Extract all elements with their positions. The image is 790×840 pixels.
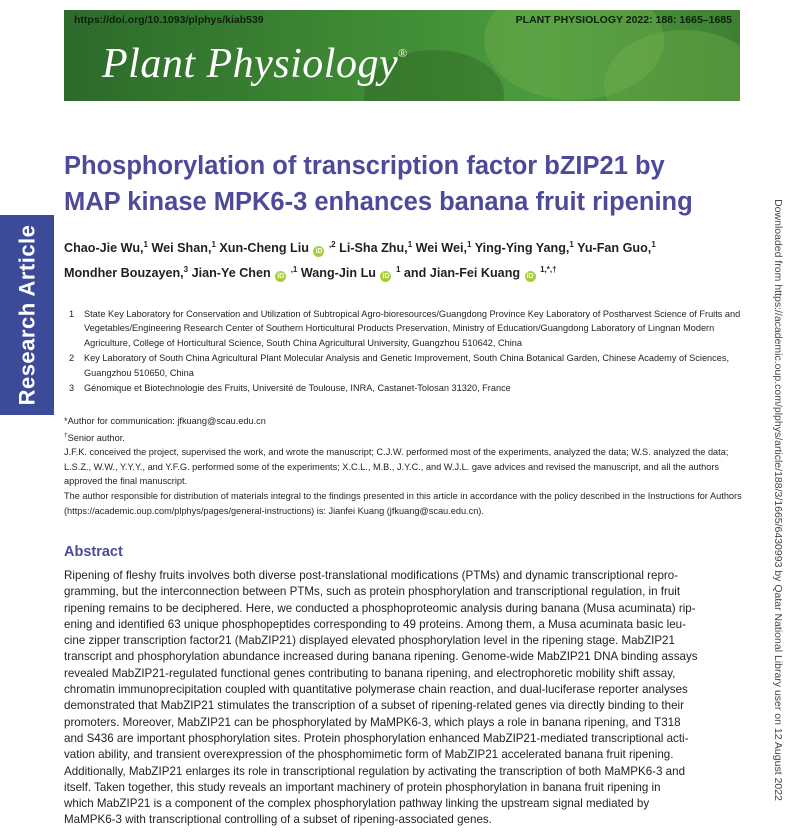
abstract-line: promoters. Moreover, MabZIP21 can be phosphorylated by MaMPK6-3, which plays a role in banana ripening, and T318 [64,715,681,729]
abstract-line: which MabZIP21 is a component of the complex phosphorylation pathway linking the upstream signal mediated by [64,797,650,811]
journal-name: Plant Physiology [102,41,399,87]
registered-mark: ® [398,46,408,60]
affiliation-number: 3 [69,383,75,394]
distribution-policy-note[interactable]: The author responsible for distribution of materials integral to the findings presented in this article in accordance with the policy described in the Instructions for Authors (https://academic.oup.com/plphys/pages/general-instructions) is: Jianfei Kuang (jfkuang@scau.edu.cn). [64,491,742,516]
author[interactable]: Wei Shan,$^1$ [151,240,216,256]
article-type-tab [0,215,54,415]
journal-banner [64,10,740,101]
orcid-icon[interactable]: iD [382,273,390,281]
affiliation-list [64,307,754,396]
orcid-icon[interactable]: iD [277,273,285,281]
affiliation-text: Key Laboratory of South China Agricultural Plant Molecular Analysis and Genetic Improvement, South China Botanical Garden, Chinese Academy of Sciences, Guangzhou 510650, China [84,353,730,378]
abstract-line: ripening remains to be deciphered. Here, we conducted a phosphoproteomic analysis during banana (Musa acuminata) rip- [64,601,696,615]
affiliation-text: Génomique et Biotechnologie des Fruits, Université de Toulouse, INRA, Castanet-Tolosan 31320, France [84,383,511,394]
affiliation-text: State Key Laboratory for Conservation and Utilization of Subtropical Agro-bioresources/Guangdong Province Key Laboratory of Postharvest Science of Fruits and Vegetables/Engineering Research Center of Southern Horticultural Products Preservation, Ministry of Education/Guangdong Laboratory of Lingnan Modern Agriculture, College of Horticultural Science, South China Agricultural University, Guangzhou 510642, China [84,309,741,348]
article-title [64,148,754,220]
orcid-icon[interactable]: iD [526,273,534,281]
journal-citation: PLANT PHYSIOLOGY 2022: 188: 1665–1685 [515,14,732,26]
author[interactable]: Wang-Jin Lu iD $^1$ [300,265,401,281]
orcid-icon[interactable]: iD [315,248,323,256]
download-note [770,170,786,830]
author[interactable]: Mondher Bouzayen,$^3$ [64,265,189,281]
affiliation-number: 1 [69,309,75,319]
abstract-line: Additionally, MabZIP21 enlarges its role in transcriptional regulation by activating the transcription of both MaMPK6-3 and [64,764,686,778]
abstract-line: transcript and phosphorylation abundance increased during banana ripening. Genome-wide MabZIP21 DNA binding assays [64,650,698,664]
author[interactable]: Xun-Cheng Liu iD $^{,2}$ [219,240,336,256]
contributions-note: J.F.K. conceived the project, supervised the work, and wrote the manuscript; C.J.W. performed most of the experiments, analyzed the data; W.S. analyzed the data; L.S.Z., W.W., Y.Y.Y., and Y.F.G. performed some of the experiments; X.C.L., M.B., J.Y.C., and W.J.L. gave advices and revised the manuscript, and all the authors approved the final manuscript. [64,447,729,487]
banner-top-bar [64,10,740,30]
title-line: Phosphorylation of transcription factor bZIP21 by [64,152,665,180]
abstract-line: chromatin immunoprecipitation coupled with quantitative polymerase chain reaction, and dual-luciferase reporter analyses [64,683,688,697]
author[interactable]: Yu-Fan Guo,$^1$ [577,240,656,256]
abstract-heading: Abstract [64,544,123,560]
affiliation-item [64,307,754,350]
abstract-line: and S436 are important phosphorylation sites. Protein phosphorylation enhanced MabZIP21-mediated transcriptional acti- [64,731,689,745]
abstract-line: gramming, but the interconnection between PTMs, such as protein phosphorylation and transcriptional regulation, in fruit [64,585,681,599]
abstract-line: cine zipper transcription factor21 (MabZIP21) displayed elevated phosphorylation level in the ripening stage. MabZIP21 [64,634,675,648]
article-type-label: Research Article [14,224,39,406]
author[interactable]: Li-Sha Zhu,$^1$ [339,240,413,256]
author[interactable]: Jian-Ye Chen iD $^{,1}$ [191,265,298,281]
title-line: MAP kinase MPK6-3 enhances banana fruit ripening [64,188,693,216]
affiliation-item [64,351,754,380]
abstract-line: MaMPK6-3 with transcriptional controlling of a subset of ripening-associated genes. [64,813,492,827]
affiliation-number: 2 [69,353,75,364]
abstract-body [64,568,742,829]
abstract-line: Ripening of fleshy fruits involves both diverse post-translational modifications (PTMs) and dynamic transcriptional repro- [64,569,679,582]
author-list [64,234,754,284]
author-notes [64,414,754,518]
journal-logo [102,40,408,88]
author[interactable]: Ying-Ying Yang,$^1$ [474,240,574,256]
author-line [64,234,754,259]
senior-author-note: †Senior author. [64,431,125,443]
abstract-line: demonstrated that MabZIP21 stimulates the transcription of a subset of ripening-related genes via directly binding to their [64,699,684,713]
author[interactable]: and Jian-Fei Kuang iD $^{1,*,\dagger}$ [403,265,557,281]
senior-mark: † [64,431,68,439]
affiliation-item [64,381,754,395]
author[interactable]: Chao-Jie Wu,$^1$ [64,240,148,256]
abstract-line: itself. Taken together, this study reveals an important machinery of protein phosphorylation in banana fruit ripening in [64,780,661,794]
abstract-line: revealed MabZIP21-regulated functional genes contributing to banana ripening, and electrophoretic mobility shift assay, [64,666,676,680]
author-line [64,259,754,284]
abstract-line: vation ability, and transient overexpression of the phosphomimetic form of MabZIP21 accelerated banana fruit ripening. [64,748,674,762]
correspondence-note[interactable]: *Author for communication: jfkuang@scau.edu.cn [64,416,266,426]
abstract-line: ening and identified 63 unique phosphopeptides corresponding to 49 proteins. Among them, a Musa acuminata basic leu- [64,617,686,631]
download-note-text: Downloaded from https://academic.oup.com/plphys/article/188/3/1665/6430993 by Qatar National Library user on 12 August 2022 [772,199,785,801]
doi-link[interactable]: https://doi.org/10.1093/plphys/kiab539 [74,14,264,26]
author[interactable]: Wei Wei,$^1$ [415,240,472,256]
